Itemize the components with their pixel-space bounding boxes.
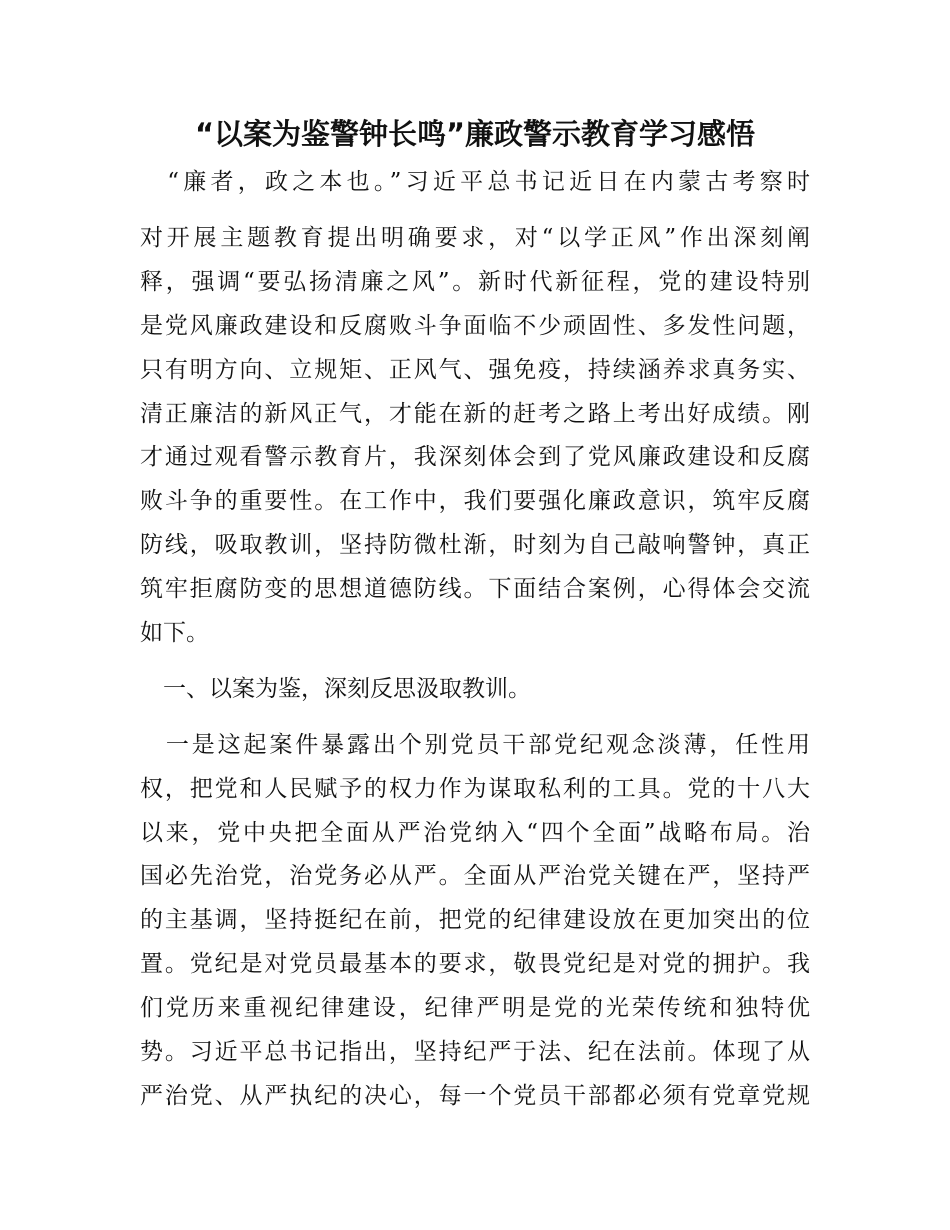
paragraph-line: 才通过观看警示教育片，我深刻体会到了党风廉政建设和反腐 xyxy=(140,444,810,470)
paragraph-line: 如下。 xyxy=(140,620,209,646)
paragraph-line: 防线，吸取教训，坚持防微杜渐，时刻为自己敲响警钟，真正 xyxy=(140,532,810,558)
paragraph-line: 置。党纪是对党员最基本的要求，敬畏党纪是对党的拥护。我 xyxy=(140,951,810,977)
paragraph-line: 们党历来重视纪律建设，纪律严明是党的光荣传统和独特优 xyxy=(140,995,810,1021)
paragraph-line: 清正廉洁的新风正气，才能在新的赶考之路上考出好成绩。刚 xyxy=(140,401,810,427)
paragraph-line: 的主基调，坚持挺纪在前，把党的纪律建设放在更加突出的位 xyxy=(140,907,810,933)
paragraph-line: 以来，党中央把全面从严治党纳入“四个全面”战略布局。治 xyxy=(140,820,810,846)
paragraph-line: 释，强调“要弘扬清廉之风”。新时代新征程，党的建设特别 xyxy=(140,269,810,295)
document-title: “以案为鉴警钟长鸣”廉政警示教育学习感悟 xyxy=(194,117,756,151)
paragraph-line: 一是这起案件暴露出个别党员干部党纪观念淡薄，任性用 xyxy=(140,732,810,758)
paragraph-line: 权，把党和人民赋予的权力作为谋取私利的工具。党的十八大 xyxy=(140,776,810,802)
paragraph-line: 只有明方向、立规矩、正风气、强免疫，持续涵养求真务实、 xyxy=(140,357,810,383)
section-heading: 一、以案为鉴，深刻反思汲取教训。 xyxy=(140,676,531,702)
paragraph-line: 是党风廉政建设和反腐败斗争面临不少顽固性、多发性问题， xyxy=(140,313,810,339)
paragraph-line: 筑牢拒腐防变的思想道德防线。下面结合案例，心得体会交流 xyxy=(140,576,810,602)
paragraph-line: 国必先治党，治党务必从严。全面从严治党关键在严，坚持严 xyxy=(140,863,810,889)
paragraph-line: 严治党、从严执纪的决心，每一个党员干部都必须有党章党规 xyxy=(140,1083,810,1109)
paragraph-line: “廉者，政之本也。”习近平总书记近日在内蒙古考察时 xyxy=(140,169,810,195)
paragraph-line: 对开展主题教育提出明确要求，对“以学正风”作出深刻阐 xyxy=(140,225,810,251)
paragraph-line: 败斗争的重要性。在工作中，我们要强化廉政意识，筑牢反腐 xyxy=(140,488,810,514)
paragraph-line: 势。习近平总书记指出，坚持纪严于法、纪在法前。体现了从 xyxy=(140,1039,810,1065)
